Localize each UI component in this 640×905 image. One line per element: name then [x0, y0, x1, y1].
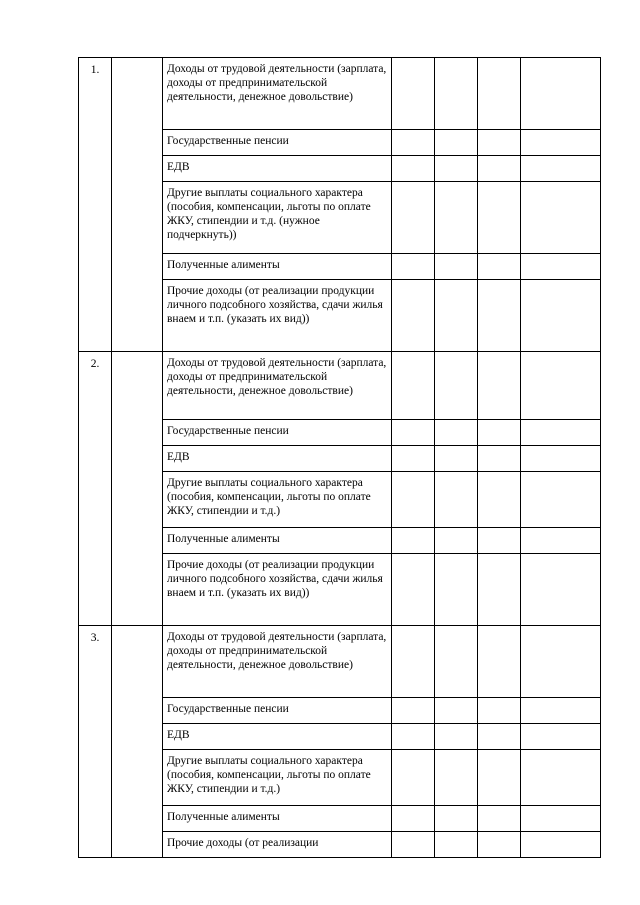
value-cell[interactable] — [521, 156, 601, 182]
value-cell[interactable] — [435, 254, 478, 280]
value-cell[interactable] — [435, 806, 478, 832]
member-name-cell[interactable] — [112, 626, 163, 858]
value-cell[interactable] — [392, 750, 435, 806]
value-cell[interactable] — [478, 806, 521, 832]
income-type-cell: Доходы от трудовой деятельности (зарплата, доходы от предпринимательской деятельности, денежное довольствие) — [163, 626, 392, 698]
income-type-cell: ЕДВ — [163, 446, 392, 472]
value-cell[interactable] — [521, 254, 601, 280]
value-cell[interactable] — [392, 420, 435, 446]
income-type-cell: Прочие доходы (от реализации продукции личного подсобного хозяйства, сдачи жилья внаем и т.п. (указать их вид)) — [163, 554, 392, 626]
value-cell[interactable] — [521, 130, 601, 156]
value-cell[interactable] — [435, 156, 478, 182]
income-table-body — [79, 58, 601, 858]
value-cell[interactable] — [521, 446, 601, 472]
value-cell[interactable] — [478, 554, 521, 626]
value-cell[interactable] — [478, 472, 521, 528]
value-cell[interactable] — [392, 58, 435, 130]
value-cell[interactable] — [392, 130, 435, 156]
value-cell[interactable] — [478, 156, 521, 182]
value-cell[interactable] — [478, 182, 521, 254]
value-cell[interactable] — [392, 626, 435, 698]
value-cell[interactable] — [435, 626, 478, 698]
income-type-cell: Государственные пенсии — [163, 420, 392, 446]
value-cell[interactable] — [392, 698, 435, 724]
income-table — [78, 57, 601, 858]
value-cell[interactable] — [435, 280, 478, 352]
income-type-cell: Другие выплаты социального характера (пособия, компенсации, льготы по оплате ЖКУ, стипендии и т.д.) — [163, 750, 392, 806]
value-cell[interactable] — [392, 156, 435, 182]
value-cell[interactable] — [521, 280, 601, 352]
table-row — [79, 58, 601, 130]
value-cell[interactable] — [435, 554, 478, 626]
income-type-cell: Прочие доходы (от реализации — [163, 832, 392, 858]
value-cell[interactable] — [478, 280, 521, 352]
value-cell[interactable] — [521, 420, 601, 446]
value-cell[interactable] — [392, 182, 435, 254]
value-cell[interactable] — [392, 554, 435, 626]
value-cell[interactable] — [435, 724, 478, 750]
value-cell[interactable] — [392, 280, 435, 352]
member-name-cell[interactable] — [112, 58, 163, 352]
value-cell[interactable] — [392, 832, 435, 858]
value-cell[interactable] — [478, 130, 521, 156]
value-cell[interactable] — [521, 626, 601, 698]
row-number: 1. — [79, 58, 112, 352]
member-name-cell[interactable] — [112, 352, 163, 626]
value-cell[interactable] — [478, 724, 521, 750]
value-cell[interactable] — [392, 446, 435, 472]
value-cell[interactable] — [478, 420, 521, 446]
value-cell[interactable] — [521, 832, 601, 858]
value-cell[interactable] — [435, 58, 478, 130]
value-cell[interactable] — [392, 528, 435, 554]
row-number: 2. — [79, 352, 112, 626]
value-cell[interactable] — [435, 130, 478, 156]
value-cell[interactable] — [435, 832, 478, 858]
value-cell[interactable] — [521, 698, 601, 724]
value-cell[interactable] — [478, 254, 521, 280]
income-type-cell: Полученные алименты — [163, 254, 392, 280]
value-cell[interactable] — [521, 750, 601, 806]
value-cell[interactable] — [521, 724, 601, 750]
value-cell[interactable] — [435, 352, 478, 420]
value-cell[interactable] — [521, 554, 601, 626]
value-cell[interactable] — [521, 806, 601, 832]
value-cell[interactable] — [435, 472, 478, 528]
value-cell[interactable] — [478, 750, 521, 806]
income-type-cell: Прочие доходы (от реализации продукции личного подсобного хозяйства, сдачи жилья внаем и т.п. (указать их вид)) — [163, 280, 392, 352]
row-number: 3. — [79, 626, 112, 858]
income-type-cell: Другие выплаты социального характера (пособия, компенсации, льготы по оплате ЖКУ, стипендии и т.д. (нужное подчеркнуть)) — [163, 182, 392, 254]
value-cell[interactable] — [478, 698, 521, 724]
value-cell[interactable] — [478, 58, 521, 130]
table-row — [79, 352, 601, 420]
income-type-cell: Полученные алименты — [163, 806, 392, 832]
value-cell[interactable] — [435, 698, 478, 724]
income-type-cell: Другие выплаты социального характера (пособия, компенсации, льготы по оплате ЖКУ, стипендии и т.д.) — [163, 472, 392, 528]
value-cell[interactable] — [435, 446, 478, 472]
value-cell[interactable] — [435, 750, 478, 806]
value-cell[interactable] — [435, 182, 478, 254]
value-cell[interactable] — [521, 352, 601, 420]
income-type-cell: ЕДВ — [163, 156, 392, 182]
value-cell[interactable] — [392, 724, 435, 750]
value-cell[interactable] — [478, 528, 521, 554]
value-cell[interactable] — [392, 806, 435, 832]
income-type-cell: Государственные пенсии — [163, 698, 392, 724]
value-cell[interactable] — [521, 472, 601, 528]
value-cell[interactable] — [521, 182, 601, 254]
income-type-cell: Полученные алименты — [163, 528, 392, 554]
value-cell[interactable] — [435, 528, 478, 554]
value-cell[interactable] — [478, 626, 521, 698]
income-type-cell: Доходы от трудовой деятельности (зарплата, доходы от предпринимательской деятельности, денежное довольствие) — [163, 58, 392, 130]
value-cell[interactable] — [392, 472, 435, 528]
value-cell[interactable] — [478, 352, 521, 420]
value-cell[interactable] — [435, 420, 478, 446]
value-cell[interactable] — [392, 254, 435, 280]
income-type-cell: Государственные пенсии — [163, 130, 392, 156]
table-row — [79, 626, 601, 698]
value-cell[interactable] — [521, 58, 601, 130]
value-cell[interactable] — [478, 446, 521, 472]
value-cell[interactable] — [392, 352, 435, 420]
income-type-cell: ЕДВ — [163, 724, 392, 750]
value-cell[interactable] — [478, 832, 521, 858]
value-cell[interactable] — [521, 528, 601, 554]
income-type-cell: Доходы от трудовой деятельности (зарплата, доходы от предпринимательской деятельности, денежное довольствие) — [163, 352, 392, 420]
